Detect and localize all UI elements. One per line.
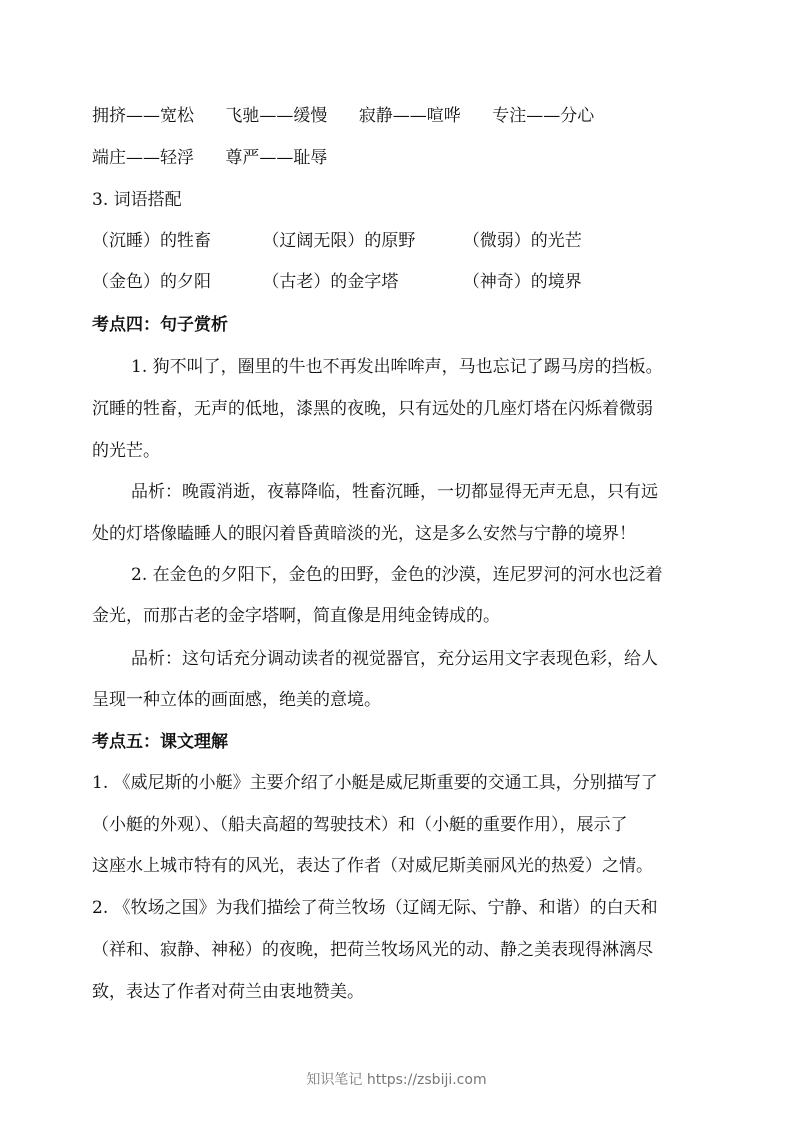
collocation-title: 3. 词语搭配 xyxy=(92,190,182,210)
antonym-pair: 端庄——轻浮 xyxy=(92,148,194,168)
sentence-1-line: 1. 狗不叫了，圈里的牛也不再发出哞哞声，马也忘记了踢马房的挡板。 xyxy=(131,357,663,377)
analysis-2-line: 品析：这句话充分调动读者的视觉器官，充分运用文字表现色彩，给人 xyxy=(131,649,658,669)
antonym-pair: 拥挤——宽松 xyxy=(92,106,194,126)
section-4-heading: 考点四：句子赏析 xyxy=(92,315,228,335)
footer-watermark: 知识笔记 https://zsbiji.com xyxy=(306,1072,487,1088)
collocation-item: （辽阔无限）的原野 xyxy=(262,231,416,251)
collocation-item: （金色）的夕阳 xyxy=(92,272,211,292)
antonym-pair: 飞驰——缓慢 xyxy=(225,106,328,126)
analysis-1-line: 品析：晚霞消逝，夜幕降临，牲畜沉睡，一切都显得无声无息，只有远 xyxy=(131,482,658,502)
paragraph-2-line: （祥和、寂静、神秘）的夜晚，把荷兰牧场风光的动、静之美表现得淋漓尽 xyxy=(92,940,653,960)
antonym-row-2 xyxy=(92,146,712,170)
sentence-2-line: 金光，而那古老的金字塔啊，简直像是用纯金铸成的。 xyxy=(92,606,500,626)
collocation-row-1 xyxy=(92,229,712,253)
antonym-pair: 专注——分心 xyxy=(492,106,595,126)
antonym-row-1 xyxy=(92,104,712,128)
collocation-item: （沉睡）的牲畜 xyxy=(92,231,211,251)
collocation-item: （神奇）的境界 xyxy=(462,272,582,292)
antonym-pair: 尊严——耻辱 xyxy=(225,148,328,168)
paragraph-2-line: 2. 《牧场之国》为我们描绘了荷兰牧场（辽阔无际、宁静、和谐）的白天和 xyxy=(92,898,658,918)
analysis-1-line: 处的灯塔像瞌睡人的眼闪着昏黄暗淡的光，这是多么安然与宁静的境界！ xyxy=(92,524,636,544)
sentence-1-line: 的光芒。 xyxy=(92,441,160,461)
paragraph-2-line: 致，表达了作者对荷兰由衷地赞美。 xyxy=(92,982,364,1002)
antonym-pair: 寂静——喧哗 xyxy=(358,106,461,126)
sentence-1-line: 沉睡的牲畜，无声的低地，漆黑的夜晚，只有远处的几座灯塔在闪烁着微弱 xyxy=(92,399,653,419)
collocation-item: （古老）的金字塔 xyxy=(262,272,399,292)
collocation-row-2 xyxy=(92,270,712,294)
section-5-heading: 考点五：课文理解 xyxy=(92,732,228,752)
sentence-2-line: 2. 在金色的夕阳下，金色的田野，金色的沙漠，连尼罗河的河水也泛着 xyxy=(131,565,663,585)
collocation-item: （微弱）的光芒 xyxy=(462,231,582,251)
paragraph-1-line: （小艇的外观）、（船夫高超的驾驶技术）和（小艇的重要作用），展示了 xyxy=(92,815,628,835)
paragraph-1-line: 1. 《威尼斯的小艇》主要介绍了小艇是威尼斯重要的交通工具，分别描写了 xyxy=(92,773,658,793)
paragraph-1-line: 这座水上城市特有的风光，表达了作者（对威尼斯美丽风光的热爱）之情。 xyxy=(92,856,653,876)
analysis-2-line: 呈现一种立体的画面感，绝美的意境。 xyxy=(92,690,381,710)
